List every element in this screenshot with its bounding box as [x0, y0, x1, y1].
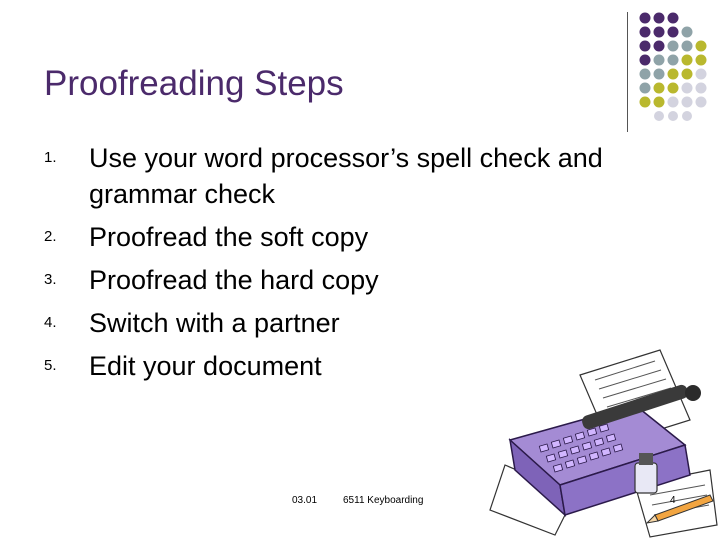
dot — [654, 97, 665, 108]
list-item-number: 5. — [44, 357, 57, 374]
vertical-divider — [627, 12, 628, 132]
dot — [682, 97, 693, 108]
footer-date: 03.01 — [292, 495, 318, 506]
dot — [682, 41, 693, 52]
dot — [640, 83, 651, 94]
dot — [668, 55, 679, 66]
dot — [682, 111, 692, 121]
dot — [668, 97, 679, 108]
dot — [640, 55, 651, 66]
list-item — [44, 219, 624, 255]
dot — [682, 83, 693, 94]
dot — [654, 111, 664, 121]
dot — [654, 83, 665, 94]
typewriter-illustration — [485, 345, 720, 540]
slide-number: 4 — [670, 495, 676, 506]
dot — [668, 83, 679, 94]
list-item-number: 2. — [44, 228, 57, 245]
dot — [668, 27, 679, 38]
dot — [668, 13, 679, 24]
dot — [654, 27, 665, 38]
dot — [682, 69, 693, 80]
dot — [654, 55, 665, 66]
dot — [654, 41, 665, 52]
list-item-text: Edit your document — [89, 351, 322, 381]
dot — [640, 97, 651, 108]
list-item-text: Switch with a partner — [89, 308, 340, 338]
dot — [696, 69, 707, 80]
dot — [640, 69, 651, 80]
list-item-text: Proofread the soft copy — [89, 222, 369, 252]
dot — [696, 55, 707, 66]
dot — [668, 69, 679, 80]
dot — [654, 69, 665, 80]
list-item-number: 4. — [44, 314, 57, 331]
dot — [696, 83, 707, 94]
dot — [682, 27, 693, 38]
dot — [682, 55, 693, 66]
list-item-number: 1. — [44, 149, 57, 166]
dot — [640, 41, 651, 52]
footer-course: 6511 Keyboarding — [343, 495, 424, 506]
dot — [640, 13, 651, 24]
dot — [668, 111, 678, 121]
list-item-text: Proofread the hard copy — [89, 265, 379, 295]
dot — [696, 97, 707, 108]
list-item — [44, 305, 624, 341]
list-item — [44, 140, 624, 212]
dot — [668, 41, 679, 52]
list-item — [44, 262, 624, 298]
dot — [640, 27, 651, 38]
slide-title: Proofreading Steps — [44, 64, 344, 103]
dot — [654, 13, 665, 24]
dot — [696, 41, 707, 52]
list-item-text: Use your word processor’s spell check and grammar check — [89, 143, 603, 209]
list-item-number: 3. — [44, 271, 57, 288]
decorative-dot-grid — [637, 12, 717, 122]
